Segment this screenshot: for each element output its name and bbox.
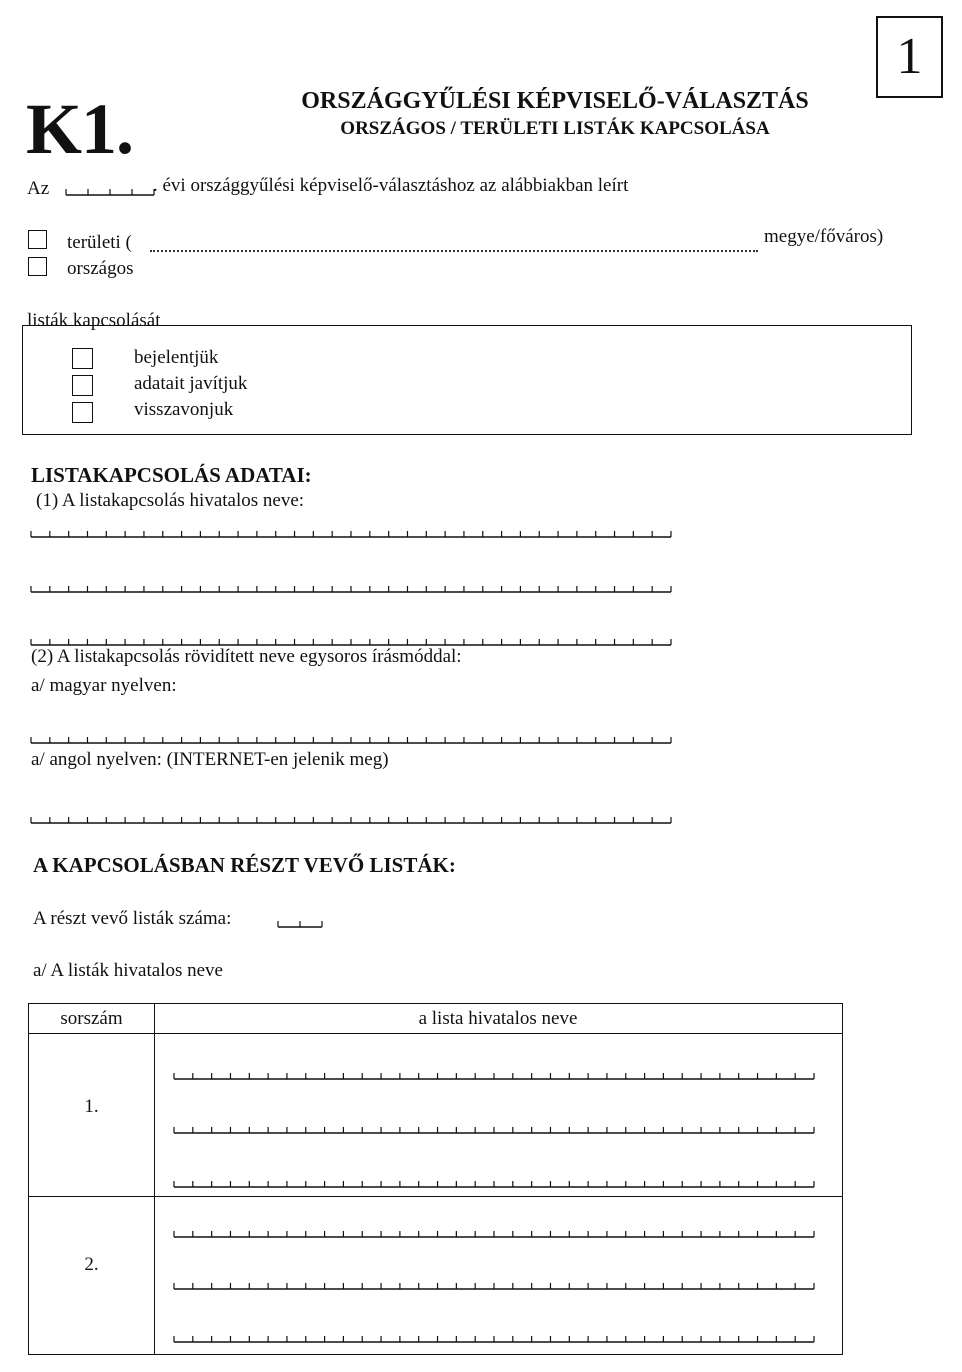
teruleti-label: területi ( bbox=[67, 232, 132, 253]
javitjuk-label: adatait javítjuk bbox=[134, 373, 248, 394]
page-number: 1 bbox=[876, 16, 943, 98]
col-header-number: sorszám bbox=[29, 1004, 154, 1034]
visszavonjuk-label: visszavonjuk bbox=[134, 399, 234, 420]
official-name-line-2[interactable] bbox=[31, 579, 671, 593]
official-name-label: (1) A listakapcsolás hivatalos neve: bbox=[36, 490, 305, 511]
official-name-line-1[interactable] bbox=[31, 524, 671, 538]
row-divider bbox=[29, 1196, 842, 1197]
official-name-line-3[interactable] bbox=[31, 632, 671, 646]
county-suffix: megye/főváros) bbox=[764, 226, 884, 247]
form-code: K1. bbox=[26, 89, 134, 169]
action-heading: listák kapcsolását bbox=[27, 310, 161, 331]
list-names-label: a/ A listák hivatalos neve bbox=[33, 960, 223, 981]
list-2-name-line-1[interactable] bbox=[174, 1224, 814, 1238]
visszavonjuk-checkbox[interactable] bbox=[72, 402, 93, 423]
participants-heading: A KAPCSOLÁSBAN RÉSZT VEVŐ LISTÁK: bbox=[33, 853, 456, 877]
bejelentjuk-checkbox[interactable] bbox=[72, 348, 93, 369]
short-name-label: (2) A listakapcsolás rövidített neve egysoros írásmóddal: bbox=[31, 646, 462, 667]
list-1-name-line-1[interactable] bbox=[174, 1066, 814, 1080]
col-header-name: a lista hivatalos neve bbox=[154, 1004, 842, 1034]
row-number-2: 2. bbox=[84, 1254, 99, 1275]
column-divider bbox=[154, 1004, 155, 1354]
hungarian-name-input[interactable] bbox=[31, 730, 671, 744]
intro-prefix: Az bbox=[27, 178, 50, 199]
orszagos-checkbox[interactable] bbox=[28, 257, 47, 276]
orszagos-label: országos bbox=[67, 258, 134, 279]
participants-count-label: A részt vevő listák száma: bbox=[33, 908, 232, 929]
teruleti-checkbox[interactable] bbox=[28, 230, 47, 249]
english-name-input[interactable] bbox=[31, 810, 671, 824]
year-input-comb[interactable] bbox=[66, 182, 154, 196]
lists-table bbox=[28, 1003, 843, 1355]
list-2-name-line-3[interactable] bbox=[174, 1329, 814, 1343]
county-input[interactable] bbox=[150, 236, 758, 252]
listakapcsolas-heading: LISTAKAPCSOLÁS ADATAI: bbox=[31, 463, 312, 487]
javitjuk-checkbox[interactable] bbox=[72, 375, 93, 396]
bejelentjuk-label: bejelentjük bbox=[134, 347, 219, 368]
intro-suffix: . évi országgyűlési képviselő-választáshoz az alábbiakban leírt bbox=[153, 175, 629, 196]
list-2-name-line-2[interactable] bbox=[174, 1276, 814, 1290]
row-number-1: 1. bbox=[84, 1096, 99, 1117]
hungarian-label: a/ magyar nyelven: bbox=[31, 675, 177, 696]
list-1-name-line-3[interactable] bbox=[174, 1174, 814, 1188]
participants-count-input[interactable] bbox=[278, 914, 322, 928]
list-1-name-line-2[interactable] bbox=[174, 1120, 814, 1134]
form-title: ORSZÁGGYŰLÉSI KÉPVISELŐ-VÁLASZTÁS bbox=[301, 88, 809, 114]
english-label: a/ angol nyelven: (INTERNET-en jelenik meg) bbox=[31, 749, 389, 770]
form-subtitle: ORSZÁGOS / TERÜLETI LISTÁK KAPCSOLÁSA bbox=[340, 118, 770, 139]
